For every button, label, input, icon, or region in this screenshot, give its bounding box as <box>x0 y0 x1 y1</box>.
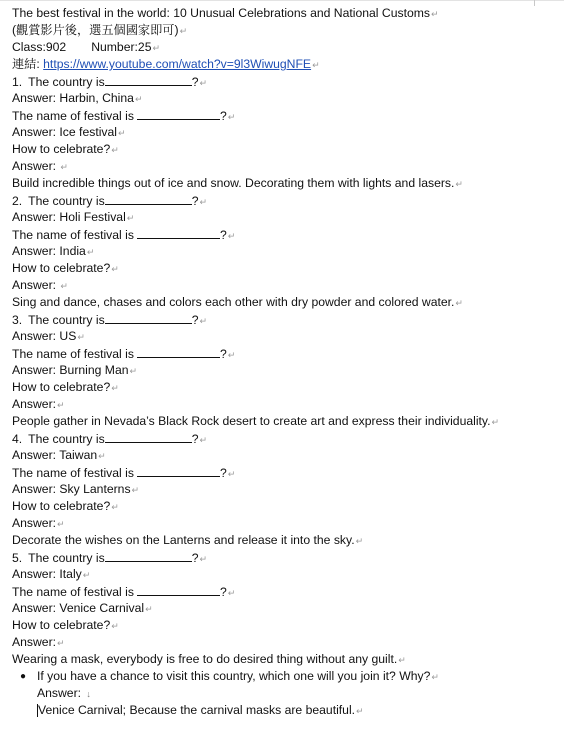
class-number-line[interactable] <box>12 39 560 56</box>
how-prompt: How to celebrate? <box>12 142 111 156</box>
question-mark: ? <box>219 466 227 480</box>
how-answer-label: Answer: <box>12 397 57 411</box>
how-answer-label-line[interactable] <box>12 515 560 532</box>
how-answer-line[interactable] <box>12 651 560 668</box>
country-blank[interactable] <box>105 192 192 205</box>
document-body[interactable] <box>12 5 560 719</box>
country-answer: Answer: Holi Festival <box>12 210 126 224</box>
paragraph-mark: ↵ <box>98 451 106 461</box>
paragraph-mark: ↵ <box>60 281 68 291</box>
country-answer: Answer: Taiwan <box>12 448 98 462</box>
paragraph-mark: ↵ <box>131 485 140 495</box>
festival-answer: Answer: Sky Lanterns <box>12 482 131 496</box>
paragraph-mark: ↵ <box>111 145 119 155</box>
question-mark: ? <box>219 585 227 599</box>
country-prompt: The country is <box>28 313 105 327</box>
festival-answer-line[interactable] <box>12 600 560 617</box>
paragraph-mark: ↵ <box>199 197 208 207</box>
question-mark: ? <box>219 347 227 361</box>
festival-prompt: The name of festival is <box>12 109 134 123</box>
country-answer-line[interactable] <box>12 328 560 345</box>
doc-subtitle[interactable]: (觀賞影片後，選五個國家即可)↵ <box>12 23 188 37</box>
festival-prompt: The name of festival is <box>12 466 134 480</box>
paragraph-mark: ↵ <box>199 435 208 445</box>
how-answer-line[interactable] <box>12 175 560 192</box>
festival-prompt: The name of festival is <box>12 347 134 361</box>
paragraph-mark: ↵ <box>227 469 236 479</box>
paragraph-mark: ↵ <box>455 298 463 308</box>
country-answer: Answer: Italy <box>12 567 82 581</box>
country-blank[interactable] <box>105 430 192 443</box>
paragraph-mark: ↵ <box>199 316 208 326</box>
how-answer-label-line[interactable] <box>12 277 560 294</box>
questions-list <box>12 73 560 668</box>
paragraph-mark: ↵ <box>431 672 439 682</box>
paragraph-mark: ↵ <box>227 588 236 598</box>
country-answer: Answer: Harbin, China <box>12 91 134 105</box>
paragraph-mark: ↵ <box>118 128 126 138</box>
festival-blank[interactable] <box>137 226 220 239</box>
festival-question-line[interactable] <box>12 464 560 481</box>
festival-blank[interactable] <box>137 464 220 477</box>
paragraph-mark: ↵ <box>111 264 119 274</box>
question-number: 4. <box>12 432 23 446</box>
question-mark: ? <box>219 109 227 123</box>
country-prompt: The country is <box>28 75 105 89</box>
how-question-line[interactable] <box>12 617 560 634</box>
country-question-line[interactable] <box>12 549 560 566</box>
paragraph-mark: ↵ <box>430 9 439 19</box>
paragraph-mark: ↵ <box>86 247 95 257</box>
paragraph-mark: ↵ <box>152 43 161 53</box>
country-prompt: The country is <box>28 194 105 208</box>
paragraph-mark: ↵ <box>111 621 119 631</box>
how-question-line[interactable] <box>12 379 560 396</box>
how-prompt: How to celebrate? <box>12 380 111 394</box>
paragraph-mark: ↵ <box>57 400 65 410</box>
question-mark: ? <box>191 194 199 208</box>
festival-answer-line[interactable] <box>12 243 560 260</box>
how-answer-text: Sing and dance, chases and colors each other with dry powder and colored water. <box>12 295 455 309</box>
how-answer-line[interactable] <box>12 294 560 311</box>
how-answer-text: Build incredible things out of ice and snow. Decorating them with lights and lasers. <box>12 176 455 190</box>
how-prompt: How to celebrate? <box>12 499 111 513</box>
doc-title[interactable]: The best festival in the world: 10 Unusual Celebrations and National Customs↵ <box>12 6 439 20</box>
festival-answer-line[interactable] <box>12 362 560 379</box>
how-answer-label-line[interactable] <box>12 634 560 651</box>
festival-prompt: The name of festival is <box>12 585 134 599</box>
paragraph-mark: ↵ <box>134 94 143 104</box>
video-link[interactable]: https://www.youtube.com/watch?v=9l3WiwugNFE <box>43 57 312 71</box>
country-blank[interactable] <box>105 549 192 562</box>
paragraph-mark: ↵ <box>77 332 85 342</box>
paragraph-mark: ↵ <box>57 638 65 648</box>
festival-question-line[interactable] <box>12 583 560 600</box>
paragraph-mark: ↵ <box>82 570 91 580</box>
paragraph-mark: ↵ <box>398 655 406 665</box>
festival-question-line[interactable] <box>12 345 560 362</box>
festival-answer: Answer: Ice festival <box>12 125 117 139</box>
paragraph-mark: ↵ <box>129 366 138 376</box>
festival-answer: Answer: India <box>12 244 86 258</box>
festival-question-line[interactable] <box>12 226 560 243</box>
paragraph-mark: ↵ <box>126 213 135 223</box>
paragraph-mark: ↵ <box>145 604 153 614</box>
paragraph-mark: ↵ <box>60 162 68 172</box>
document-top-border <box>0 0 564 1</box>
festival-question-line[interactable] <box>12 107 560 124</box>
how-answer-text: People gather in Nevada’s Black Rock desert to create art and express their individuality. <box>12 414 491 428</box>
country-question-line[interactable] <box>12 311 560 328</box>
country-answer-line[interactable] <box>12 90 560 107</box>
link-label: 連結: <box>12 57 44 71</box>
how-answer-text: Wearing a mask, everybody is free to do desired thing without any guilt. <box>12 652 398 666</box>
paragraph-mark: ↵ <box>312 60 320 70</box>
how-answer-label: Answer: <box>12 278 60 292</box>
festival-prompt: The name of festival is <box>12 228 134 242</box>
bullet-icon: ● <box>20 671 27 682</box>
country-question-line[interactable] <box>12 430 560 447</box>
paragraph-mark: ↵ <box>455 179 463 189</box>
festival-answer-line[interactable] <box>12 124 560 141</box>
country-blank[interactable] <box>105 73 192 86</box>
question-number: 1. <box>12 75 23 89</box>
question-number: 3. <box>12 313 23 327</box>
country-prompt: The country is <box>28 551 105 565</box>
paragraph-mark: ↵ <box>227 112 236 122</box>
festival-answer: Answer: Burning Man <box>12 363 129 377</box>
how-question-line[interactable] <box>12 260 560 277</box>
country-answer-line[interactable] <box>12 566 560 583</box>
country-question-line[interactable] <box>12 192 560 209</box>
paragraph-mark: ↵ <box>355 536 364 546</box>
question-mark: ? <box>191 551 199 565</box>
question-mark: ? <box>191 432 199 446</box>
question-mark: ? <box>219 228 227 242</box>
country-blank[interactable] <box>105 311 192 324</box>
paragraph-mark: ↵ <box>111 383 119 393</box>
festival-blank[interactable] <box>137 345 220 358</box>
country-answer-line[interactable] <box>12 209 560 226</box>
question-number: 5. <box>12 551 23 565</box>
paragraph-mark: ↵ <box>227 231 236 241</box>
link-line[interactable] <box>12 56 560 73</box>
line-break-mark: ↓ <box>86 689 91 699</box>
paragraph-mark: ↵ <box>356 706 364 716</box>
how-answer-label: Answer: <box>12 159 60 173</box>
question-mark: ? <box>191 75 199 89</box>
final-answer-label-line[interactable]: Answer: ↓ <box>37 686 91 700</box>
country-question-line[interactable] <box>12 73 560 90</box>
paragraph-mark: ↵ <box>111 502 119 512</box>
paragraph-mark: ↵ <box>57 519 65 529</box>
final-question[interactable]: ● If you have a chance to visit this country, which one will you join it? Why?↵ <box>20 669 439 683</box>
festival-blank[interactable] <box>137 583 220 596</box>
how-answer-line[interactable] <box>12 413 560 430</box>
how-prompt: How to celebrate? <box>12 618 111 632</box>
festival-answer-line[interactable] <box>12 481 560 498</box>
final-answer-line[interactable] <box>12 702 560 719</box>
country-answer: Answer: US <box>12 329 77 343</box>
paragraph-mark: ↵ <box>227 350 236 360</box>
how-answer-text: Decorate the wishes on the Lanterns and release it into the sky. <box>12 533 355 547</box>
how-prompt: How to celebrate? <box>12 261 111 275</box>
question-mark: ? <box>191 313 199 327</box>
paragraph-mark: ↵ <box>199 554 208 564</box>
how-question-line[interactable] <box>12 141 560 158</box>
how-answer-line[interactable] <box>12 532 560 549</box>
how-answer-label-line[interactable] <box>12 396 560 413</box>
how-question-line[interactable] <box>12 498 560 515</box>
how-answer-label: Answer: <box>12 635 57 649</box>
festival-answer: Answer: Venice Carnival <box>12 601 145 615</box>
final-answer-text: Venice Carnival; Because the carnival masks are beautiful. <box>38 703 356 717</box>
country-prompt: The country is <box>28 432 105 446</box>
how-answer-label: Answer: <box>12 516 57 530</box>
question-number: 2. <box>12 194 23 208</box>
class-label: Class:902 <box>12 40 67 54</box>
paragraph-mark: ↵ <box>199 78 208 88</box>
paragraph-mark: ↵ <box>179 26 188 36</box>
festival-blank[interactable] <box>137 107 220 120</box>
number-label: Number:25 <box>91 40 152 54</box>
how-answer-label-line[interactable] <box>12 158 560 175</box>
country-answer-line[interactable] <box>12 447 560 464</box>
paragraph-mark: ↵ <box>491 417 500 427</box>
